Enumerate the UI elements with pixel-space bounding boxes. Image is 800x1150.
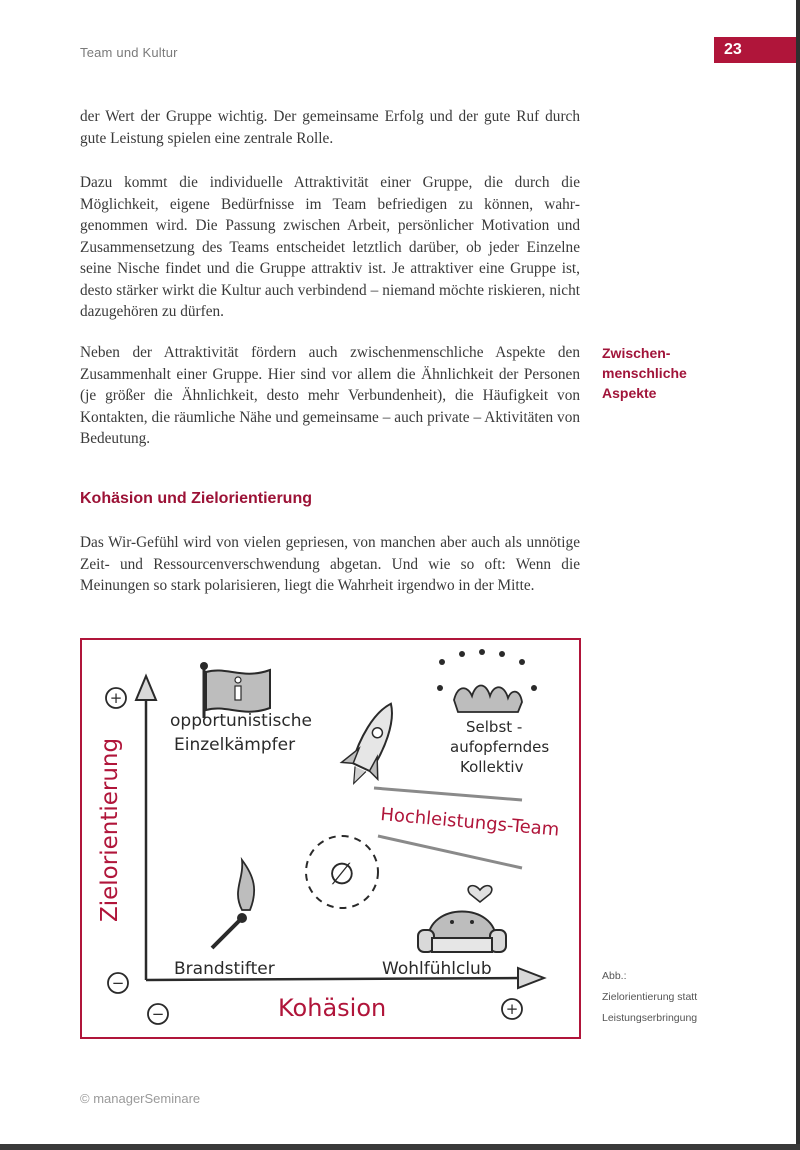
x-plus-marker [502,999,522,1019]
caption-label: Abb.: [602,970,627,982]
y-minus-marker [108,973,128,993]
crowd-icon [437,649,537,712]
page-number: 23 [714,37,796,63]
quadrant-label-top-right: Selbst - [466,718,523,736]
figure-caption [602,966,732,1029]
svg-text:−: − [111,974,125,992]
svg-text:+: + [505,1000,519,1018]
svg-text:−: − [151,1005,165,1023]
highlight-label: Hochleistungs-Team [379,804,561,841]
center-symbol: ∅ [328,857,356,892]
quadrant-label-bottom-right: Wohlfühlclub [382,959,492,979]
quadrant-label-top-right: aufopferndes [450,738,550,756]
x-minus-marker [148,1004,168,1024]
paragraph: Neben der Attraktivität fördern auch zwischenmenschliche Aspekte den Zusammenhalt einer Gruppe. Hier sind vor allem die Ähnlichkeit der Personen (je größer die Ähnlichkeit, desto mehr Verbundenheit), die Häufigkeit von Kontakten, die räumliche Nähe und gemeinsame – auch private – Aktivitäten von Bedeutung. [80,344,580,447]
quadrant-label-bottom-left: Brandstifter [174,959,275,979]
paragraph: der Wert der Gruppe wichtig. Der gemeinsame Erfolg und der gute Ruf durch gute Leistung spielen eine zentrale Rolle. [80,108,580,147]
highlight-underline-top [374,788,522,800]
footer-copyright: © managerSeminare [80,1091,201,1106]
svg-text:+: + [109,689,123,707]
quadrant-label-top-left: opportunistische [170,711,312,731]
x-axis-label: Kohäsion [278,994,387,1022]
page-edge [796,0,800,1150]
sofa-icon [418,912,506,953]
matrix-illustration [82,640,579,1037]
y-axis-arrow [136,676,156,700]
quadrant-label-top-left: Einzelkämpfer [174,735,296,755]
rocket-icon [336,695,409,792]
x-axis-arrow [518,968,544,988]
y-plus-marker [106,688,126,708]
figure-frame [80,638,581,1039]
highlight-underline-bottom [378,836,522,868]
y-axis-label: Zielorientierung [97,737,123,922]
caption-text: Zielorientierung statt Leistungserbringung [602,991,698,1024]
flag-icon [200,662,270,718]
section-heading: Kohäsion und Zielorientierung [80,490,312,507]
margin-note: Zwischen- menschliche Aspekte [602,345,687,401]
running-title: Team und Kultur [80,45,178,60]
heart-icon [468,886,492,902]
paragraph: Dazu kommt die individuelle Attraktivität einer Gruppe, die durch die Möglichkeit, eigene Bedürfnisse im Team befriedigen zu können, wahrgenommen wird. Die Passung zwischen Arbeit, persönlicher Motivation und Zusammensetzung des Teams entscheidet letztlich darüber, ob jeder Einzelne seine Nische findet und die Gruppe attraktiv ist. Je attraktiver eine Gruppe ist, desto stärker wirkt die Kultur auch verbindend – niemand möchte riskieren, nicht dazugehören zu dürfen. [80,174,580,320]
page-bottom-edge [0,1144,800,1150]
quadrant-label-top-right: Kollektiv [460,758,524,776]
burning-match-icon [212,860,254,948]
paragraph: Das Wir-Gefühl wird von vielen gepriesen, von manchen aber auch als unnötige Zeit- und Ressourcenverschwendung abgetan. Und wie so oft: Wenn die Meinungen so stark polarisieren, liegt die Wahrheit irgendwo in der Mitte. [80,534,580,594]
